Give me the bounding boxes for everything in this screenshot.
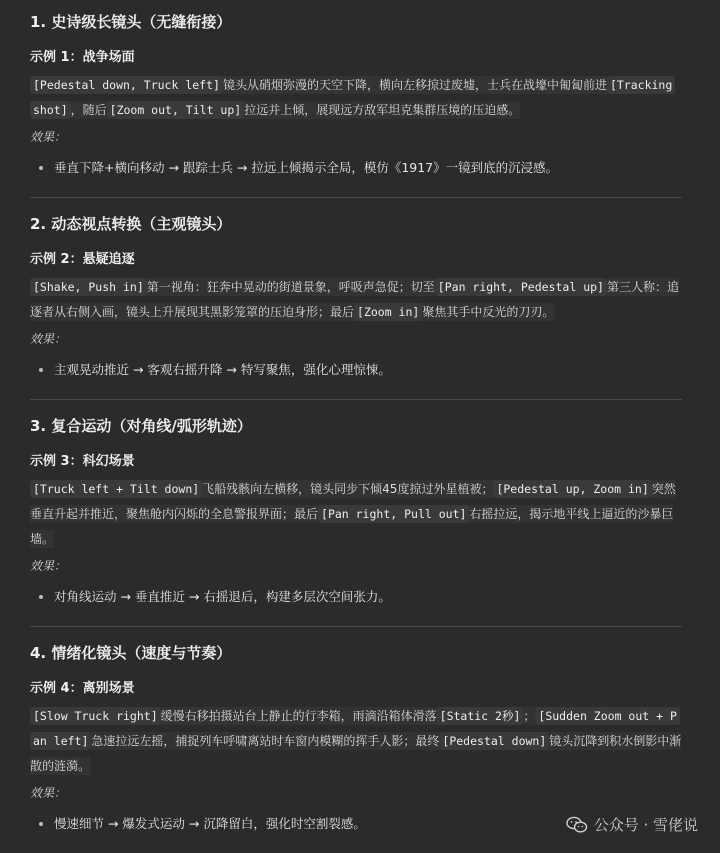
effect-bullet: • 对角线运动 → 垂直推近 → 右摇退后，构建多层次空间张力。 [54,586,682,608]
example-description [30,704,682,779]
camera-directive-code: [Sudden Zoom out + Pan left] [30,707,680,750]
section-1 [30,10,682,197]
description-text: 飞船残骸向左横移，镜头同步下倾45度掠过外星植被； [202,482,494,496]
description-text: 右摇拉远，揭示地平线上逼近的沙暴巨墙。 [30,507,674,546]
description-text: ； [523,709,536,723]
camera-directive-code: [Pedestal down] [439,732,549,750]
section-heading: 2. 动态视点转换（主观镜头） [30,215,232,233]
camera-directive-code: [Pedestal down, Truck left] [30,76,223,94]
article-content [30,10,682,853]
effect-bullet: • 慢速细节 → 爆发式运动 → 沉降留白，强化时空割裂感。 [54,813,682,835]
camera-directive-code: [Pan right, Pedestal up] [435,278,607,296]
description-text: 镜头沉降到积水倒影中渐散的涟漪。 [30,734,682,773]
wechat-icon [566,816,588,834]
camera-directive-code: [Slow Truck right] [30,707,161,725]
camera-directive-code: [Zoom in] [354,303,422,321]
camera-directive-code: [Tracking shot] [30,76,675,119]
example-description [30,275,682,325]
effect-label: 效果： [30,332,67,346]
effect-label: 效果： [30,786,67,800]
camera-directive-code: [Truck left + Tilt down] [30,480,202,498]
camera-directive-code: [Pan right, Pull out] [318,505,469,523]
description-text: 聚焦其手中反光的刀刃。 [422,305,555,319]
effect-label: 效果： [30,130,67,144]
description-text: 缓慢右移拍摄站台上静止的行李箱，雨滴沿箱体滑落 [160,709,437,723]
description-text: 急速拉远左摇，捕捉列车呼啸离站时车窗内模糊的挥手人影；最终 [91,734,440,748]
description-text: 第三人称：追逐者从右侧入画，镜头上升展现其黑影笼罩的压迫身形；最后 [30,280,679,319]
watermark-text: 公众号 · 雪佬说 [593,816,698,834]
camera-directive-code: [Shake, Push in] [30,278,147,296]
description-text: 突然垂直升起并推近，聚焦舱内闪烁的全息警报界面；最后 [30,482,676,521]
effect-bullet: • 垂直下降+横向移动 → 跟踪士兵 → 拉远上倾揭示全局，模仿《1917》一镜到底的沉浸感。 [54,157,682,179]
description-text: 第一视角：狂奔中晃动的街道景象，呼吸声急促；切至 [146,280,435,294]
section-heading: 1. 史诗级长镜头（无缝衔接） [30,13,232,31]
camera-directive-code: [Static 2秒] [437,707,524,725]
description-text: 拉远并上倾，展现远方敌军坦克集群压境的压迫感。 [244,103,521,117]
example-description [30,477,682,552]
section-heading: 4. 情绪化镜头（速度与节奏） [30,644,232,662]
camera-directive-code: [Pedestal up, Zoom in] [493,480,651,498]
section-2 [30,197,682,399]
example-description [30,73,682,123]
example-title: 示例 1：战争场面 [30,50,135,65]
example-title: 示例 4：离别场景 [30,681,135,696]
effect-bullet: • 主观晃动推近 → 客观右摇升降 → 特写聚焦，强化心理惊悚。 [54,359,682,381]
camera-directive-code: [Zoom out, Tilt up] [107,101,245,119]
effect-list [30,157,682,179]
watermark [566,814,698,835]
effect-list [30,359,682,381]
section-heading: 3. 复合运动（对角线/弧形轨迹） [30,417,252,435]
section-3 [30,399,682,626]
effect-list [30,586,682,608]
effect-label: 效果： [30,559,67,573]
example-title: 示例 2：悬疑追逐 [30,252,135,267]
example-title: 示例 3：科幻场景 [30,454,135,469]
description-text: 镜头从硝烟弥漫的天空下降，横向左移掠过废墟，士兵在战壕中匍匐前进 [222,78,607,92]
description-text: ，随后 [70,103,107,117]
